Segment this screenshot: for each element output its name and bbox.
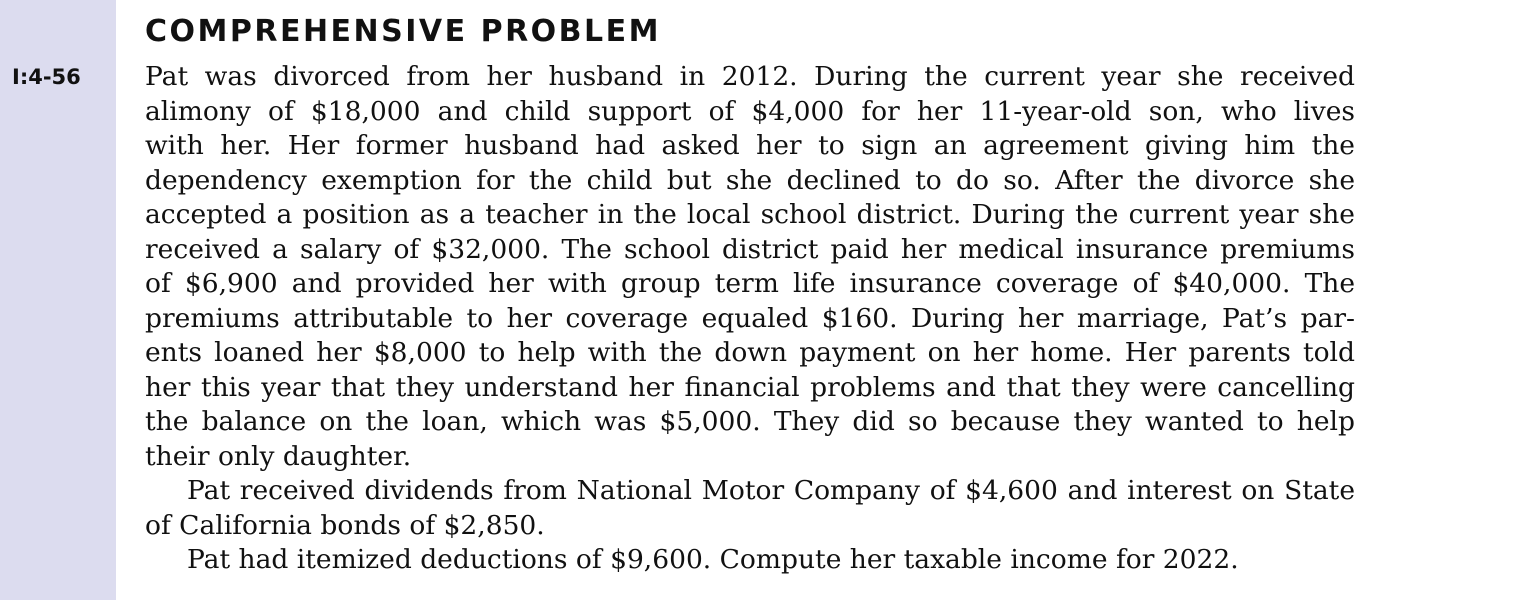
text-line: ents loaned her $8,000 to help with the down payment on her home. Her parents told: [145, 337, 1355, 368]
text-line: of $6,900 and provided her with group term life insurance coverage of $40,000. The: [145, 268, 1355, 299]
problem-text: [145, 60, 1355, 578]
text-line: Pat received dividends from National Motor Company of $4,600 and interest on State: [187, 475, 1355, 506]
text-line: their only daughter.: [145, 440, 412, 472]
text-line: of California bonds of $2,850.: [145, 509, 545, 541]
text-line: the balance on the loan, which was $5,000. They did so because they wanted to help: [145, 406, 1355, 437]
problem-number: I:4-56: [12, 65, 81, 89]
text-line: Pat had itemized deductions of $9,600. Compute her taxable income for 2022.: [187, 544, 1239, 575]
text-line: premiums attributable to her coverage equaled $160. During her marriage, Pat’s par-: [145, 302, 1355, 334]
text-line: her this year that they understand her financial problems and that they were cancelling: [145, 371, 1355, 403]
text-line: dependency exemption for the child but she declined to do so. After the divorce she: [145, 164, 1355, 196]
text-line: alimony of $18,000 and child support of $4,000 for her 11-year-old son, who lives: [145, 95, 1355, 127]
text-line: received a salary of $32,000. The school district paid her medical insurance premiums: [145, 233, 1355, 265]
text-line: Pat was divorced from her husband in 2012. During the current year she received: [145, 61, 1355, 92]
text-line: accepted a position as a teacher in the local school district. During the current year she: [145, 199, 1355, 230]
text-line: with her. Her former husband had asked her to sign an agreement giving him the: [145, 130, 1355, 161]
section-heading: COMPREHENSIVE PROBLEM: [145, 14, 662, 49]
